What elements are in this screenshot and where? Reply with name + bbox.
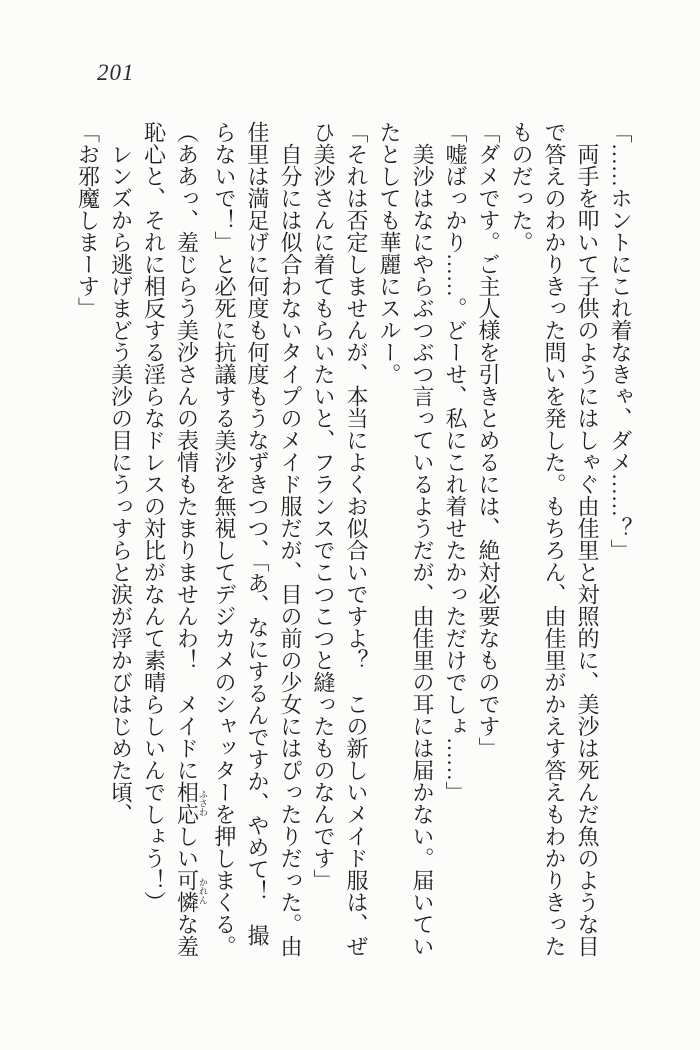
text-block	[72, 121, 638, 963]
paragraph-narration: 美沙はなにやらぶつぶつ言っているようだが、由佳里の耳には届かない。届いていたとしても華麗にスルー。	[377, 121, 435, 957]
paragraph-dialogue: 「……ホントにこれ着なきゃ、ダメ……？」	[608, 121, 633, 561]
paragraph-dialogue: 「ダメです。ご主人様を引きとめるには、絶対必要なものです」	[476, 121, 501, 759]
furigana: かれん	[198, 869, 208, 913]
ruby-annotated-word: 相応ふさわ	[174, 781, 208, 825]
paragraph-dialogue: 「お邪魔しまーす」	[75, 121, 101, 319]
paragraph-narration: 自分には似合わないタイプのメイド服だが、目の前の少女にはぴったりだった。由佳里は満足げに何度も何度もうなずきつつ、「あ、なにするんですか、やめて！ 撮らないで！」と必死に抗議する美沙を無視してデジカメのシャッターを押しまくる。	[212, 121, 303, 957]
ruby-annotated-word: 可憐かれん	[174, 869, 208, 913]
paragraph-narration: 両手を叩いて子供のようにはしゃぐ由佳里と対照的に、美沙は死んだ魚のような目で答えのわかりきった問いを発した。もちろん、由佳里がかえす答えもわかりきったものだった。	[509, 121, 600, 957]
paragraph-thought: （ああっ、羞じらう美沙さんの表情もたまりませんわ！ メイドに相応ふさわしい可憐かれんな羞恥心と、それに相反する淫らなドレスの対比がなんて素晴らしいんでしょう！）	[141, 121, 208, 957]
paragraph-dialogue: 「嘘ばっかり……。どーせ、私にこれ着せたかっただけでしょ……」	[443, 121, 468, 803]
paragraph-narration: レンズから逃げまどう美沙の目にうっすらと涙が浮かびはじめた頃、	[108, 143, 134, 825]
page-number: 201	[97, 60, 135, 85]
furigana: ふさわ	[198, 781, 208, 825]
paragraph-dialogue: 「それは否定しませんが、本当によくお似合いですよ？ この新しいメイド服は、ぜひ美沙さんに着てもらいたいと、フランスでこつこつと縫ったものなんです」	[311, 121, 369, 957]
